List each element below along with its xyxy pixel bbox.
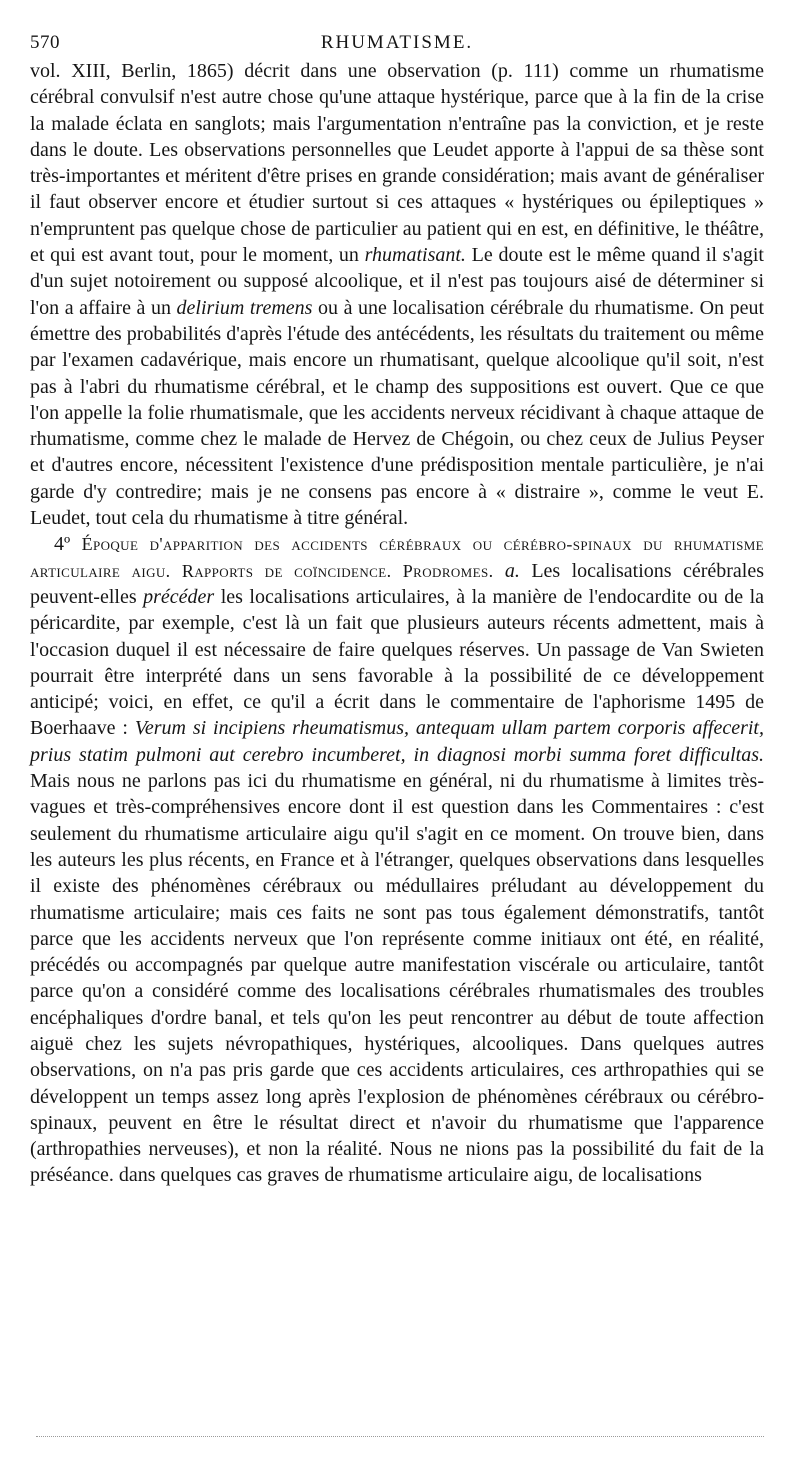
text-run: les localisations articulaires, à la manière de l'endocardite ou de la péricardite, par exemple, c'est là un fait que plusieurs auteurs récents admettent, mais à l'occasion duquel il est nécessaire de faire quelques réserves. Un passage de Van Swieten pourrait être interprété dans un sens favorable à la possibilité de ce développement anticipé; voici, en effet, ce qu'il a écrit dans le commentaire de l'aphorisme 1495 de Boerhaave : [30,585,764,740]
section-heading: Époque d'apparition des accidents cérébraux ou cérébro-spinaux du rhumatisme articulaire aigu. Rapports de coïncidence. Prodromes. [30,534,765,581]
page-number: 570 [30,32,60,53]
subsection-letter: a. [493,559,520,582]
italic-term: rhumatisant. [364,244,466,267]
running-title: RHUMATISME. [320,32,474,53]
running-head [30,28,764,58]
text-run: ou à une localisation cérébrale du rhumatisme. On peut émettre des probabilités d'après l'étude des antécédents, les résultats du traitement ou même par l'examen cadavérique, mais encore un rhumatisant, quelque alcoolique qu'il soit, n'est pas à l'abri du rhumatisme cérébral, et le champ des suppositions est ouvert. Que ce que l'on appelle la folie rhumatismale, que les accidents nerveux récidivant à chaque attaque de rhumatisme, comme chez le malade de Hervez de Chégoin, ou chez ceux de Julius Peyser et d'autres encore, nécessitent l'existence d'une prédisposition mentale particulière, je n'ai garde d'y contredire; mais je ne consens pas encore à « distraire », comme le veut E. Leudet, tout cela du rhumatisme à titre général. [30,296,765,530]
body-text [30,58,764,1189]
text-run: Le doute est le même quand il s'agit d'un sujet notoirement ou supposé alcoolique, et il n'est pas toujours aisé de déterminer si l'on a affaire à un [30,244,764,319]
paragraph-continuation [30,58,764,531]
section-paragraph [30,531,764,1188]
footer-rule [36,1436,764,1437]
latin-quotation: Verum si incipiens rheumatismus, antequam ullam partem corporis affecerit, prius statim pulmoni aut cerebro incumberet, in diagnosi morbi summa foret difficultas. [30,717,764,766]
text-run: vol. XIII, Berlin, 1865) décrit dans une observation (p. 111) comme un rhumatisme cérébral convulsif n'est autre chose qu'une attaque hystérique, parce que à la fin de la crise la malade éclata en sanglots; mais l'argumentation n'entraîne pas la conviction, et je reste dans le doute. Les observations personnelles que Leudet apporte à l'appui de sa thèse sont très-importantes et méritent d'être prises en grande considération; mais avant de généraliser il faut observer encore et étudier surtout si ces attaques « hystériques ou épileptiques » n'empruntent pas quelque chose de particulier au patient qui en est, en définitive, le théâtre, et qui est avant tout, pour le moment, un [30,60,764,267]
text-run: Mais nous ne parlons pas ici du rhumatisme en général, ni du rhumatisme à limites très-vagues et très-compréhensives encore dont il est question dans les Commentaires : c'est seulement du rhumatisme articulaire aigu qu'il s'agit en ce moment. On trouve bien, dans les auteurs les plus récents, en France et à l'étranger, quelques observations dans lesquelles il existe des phénomènes cérébraux ou médullaires préludant au développement du rhumatisme articulaire; mais ces faits ne sont pas tous également démonstratifs, tantôt parce que les accidents nerveux que l'on représente comme initiaux ont été, en réalité, précédés ou accompagnés par quelque autre manifestation viscérale ou articulaire, tantôt parce qu'on a considéré comme des localisations cérébrales rhumatismales des troubles encéphaliques d'ordre banal, et tels qu'on les peut rencontrer au début de toute affection aiguë chez les sujets névropathiques, hystériques, alcooliques. Dans quelques autres observations, on n'a pas pris garde que ces accidents articulaires, ces arthropathies qui se développent un temps assez long après l'explosion de phénomènes cérébraux ou cérébro-spinaux, peuvent en être le résultat direct et n'avoir du rhumatisme que l'apparence (arthropathies nerveuses), et non la réalité. Nous ne nions pas la possibilité du fait de la préséance. dans quelques cas graves de rhumatisme articulaire aigu, de localisations [30,770,764,1187]
section-number: 4º [54,533,82,556]
italic-term: delirium tremens [176,296,313,319]
italic-term: précéder [143,585,215,608]
text-run: Les localisations cérébrales peuvent-elles [30,559,765,608]
